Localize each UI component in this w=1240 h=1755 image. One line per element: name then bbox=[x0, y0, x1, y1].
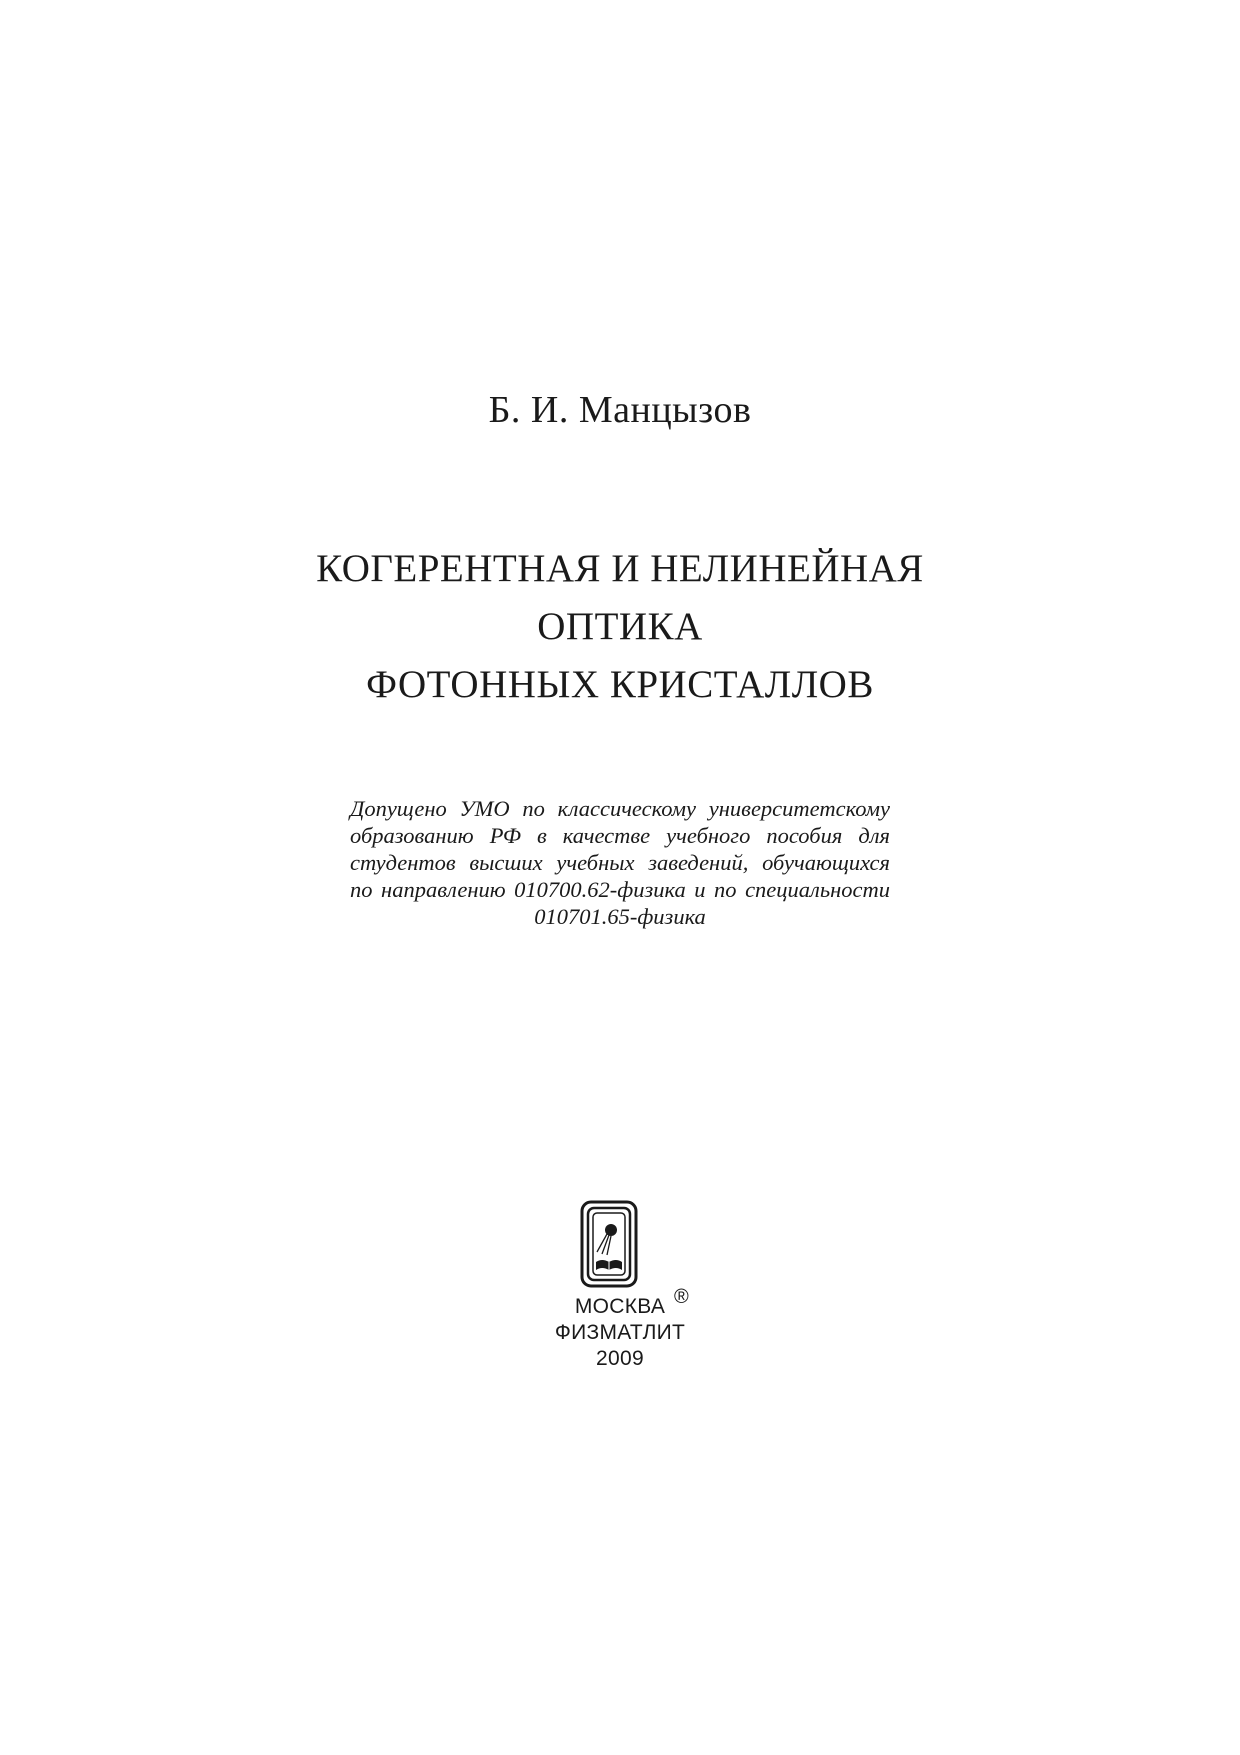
registered-trademark-mark: ® bbox=[674, 1286, 689, 1308]
approval-line-2: образованию РФ в качестве учебного пособия для bbox=[350, 823, 890, 848]
title-line-3: ФОТОННЫХ КРИСТАЛЛОВ bbox=[366, 663, 874, 706]
publication-year: 2009 bbox=[596, 1347, 644, 1370]
title-line-2: ОПТИКА bbox=[537, 605, 703, 648]
approval-note bbox=[350, 795, 890, 930]
publisher-imprint bbox=[0, 1294, 1240, 1372]
approval-line-1: Допущено УМО по классическому университетскому bbox=[350, 796, 890, 821]
approval-line-5: 010701.65-физика bbox=[534, 904, 706, 929]
author-name: Б. И. Манцызов bbox=[488, 389, 752, 431]
publisher-city: МОСКВА bbox=[574, 1295, 666, 1318]
publisher-name: ФИЗМАТЛИТ bbox=[554, 1321, 686, 1344]
approval-line-3: студентов высших учебных заведений, обучающихся bbox=[350, 850, 890, 875]
publisher-logo-icon bbox=[580, 1200, 638, 1288]
approval-line-4: по направлению 010700.62-физика и по специальности bbox=[350, 877, 890, 902]
title-line-1: КОГЕРЕНТНАЯ И НЕЛИНЕЙНАЯ bbox=[316, 547, 924, 590]
book-title bbox=[0, 540, 1240, 714]
